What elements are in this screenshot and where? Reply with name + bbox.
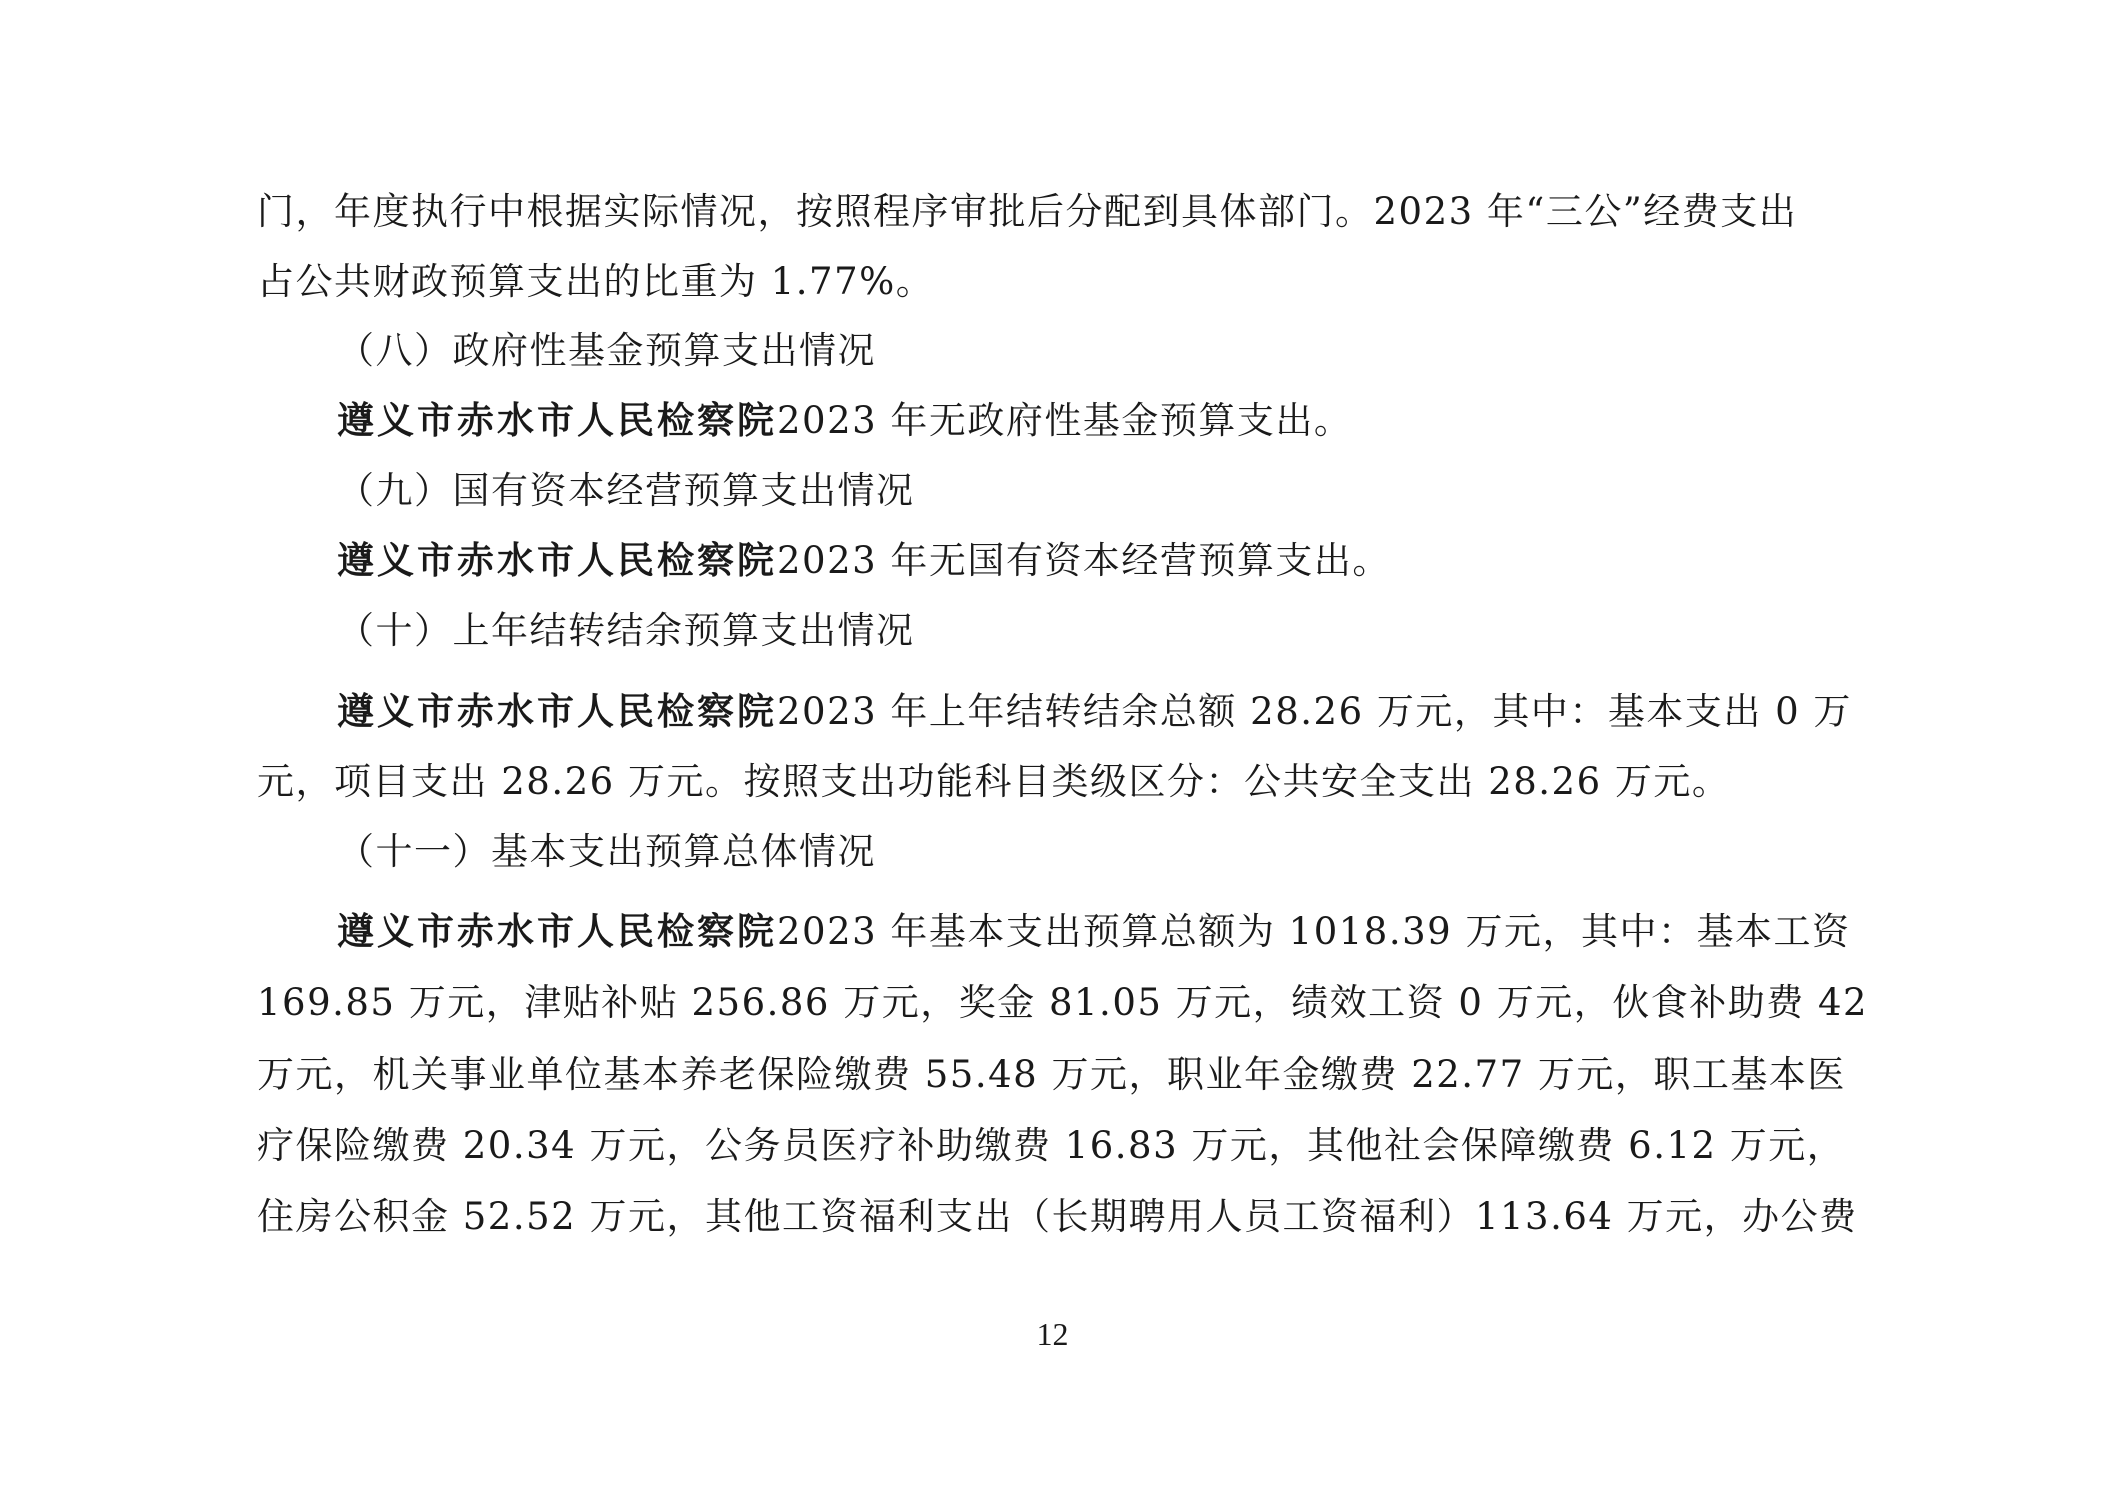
text-line-8: [337, 688, 1937, 736]
text-line-13: [257, 1051, 1857, 1099]
line-text: 元，项目支出 28.26 万元。按照支出功能科目类级区分：公共安全支出 28.26 万元。: [257, 760, 1731, 803]
line-text: 2023 年无政府性基金预算支出。: [777, 399, 1353, 442]
section-heading-11: [337, 828, 1937, 876]
heading-text: （八）政府性基金预算支出情况: [337, 329, 876, 372]
line-text: 疗保险缴费 20.34 万元，公务员医疗补助缴费 16.83 万元，其他社会保障缴费 6.12 万元，: [257, 1124, 1846, 1167]
line-text: 2023 年上年结转结余总额 28.26 万元，其中：基本支出 0 万: [777, 690, 1852, 733]
page-number: 12: [1036, 1316, 1069, 1352]
line-text: 169.85 万元，津贴补贴 256.86 万元，奖金 81.05 万元，绩效工资 0 万元，伙食补助费 42: [257, 981, 1869, 1024]
text-line-14: [257, 1122, 1857, 1170]
organization-name: 遵义市赤水市人民检察院: [337, 690, 777, 733]
organization-name: 遵义市赤水市人民检察院: [337, 539, 777, 582]
text-line-9: [257, 758, 1857, 806]
organization-name: 遵义市赤水市人民检察院: [337, 399, 777, 442]
line-text: 2023 年无国有资本经营预算支出。: [777, 539, 1391, 582]
section-heading-9: [337, 467, 1937, 515]
heading-text: （十）上年结转结余预算支出情况: [337, 609, 915, 652]
text-line-6: [337, 537, 1937, 585]
heading-text: （九）国有资本经营预算支出情况: [337, 469, 915, 512]
line-text: 住房公积金 52.52 万元，其他工资福利支出（长期聘用人员工资福利）113.64 万元，办公费: [257, 1195, 1858, 1238]
text-line-12: [257, 979, 1869, 1027]
section-heading-8: [337, 327, 1937, 375]
text-line-2: [257, 258, 1857, 306]
heading-text: （十一）基本支出预算总体情况: [337, 830, 876, 873]
line-text: 占公共财政预算支出的比重为 1.77%。: [257, 260, 935, 303]
line-text: 2023 年基本支出预算总额为 1018.39 万元，其中：基本工资: [777, 910, 1851, 953]
text-line-1: [257, 188, 1857, 236]
text-line-15: [257, 1193, 1857, 1241]
section-heading-10: [337, 607, 1937, 655]
text-line-11: [337, 908, 1937, 956]
line-text: 万元，机关事业单位基本养老保险缴费 55.48 万元，职业年金缴费 22.77 万元，职工基本医: [257, 1053, 1846, 1096]
line-text: 门，年度执行中根据实际情况，按照程序审批后分配到具体部门。2023 年“三公”经费支出: [257, 190, 1798, 233]
organization-name: 遵义市赤水市人民检察院: [337, 910, 777, 953]
text-line-4: [337, 397, 1937, 445]
